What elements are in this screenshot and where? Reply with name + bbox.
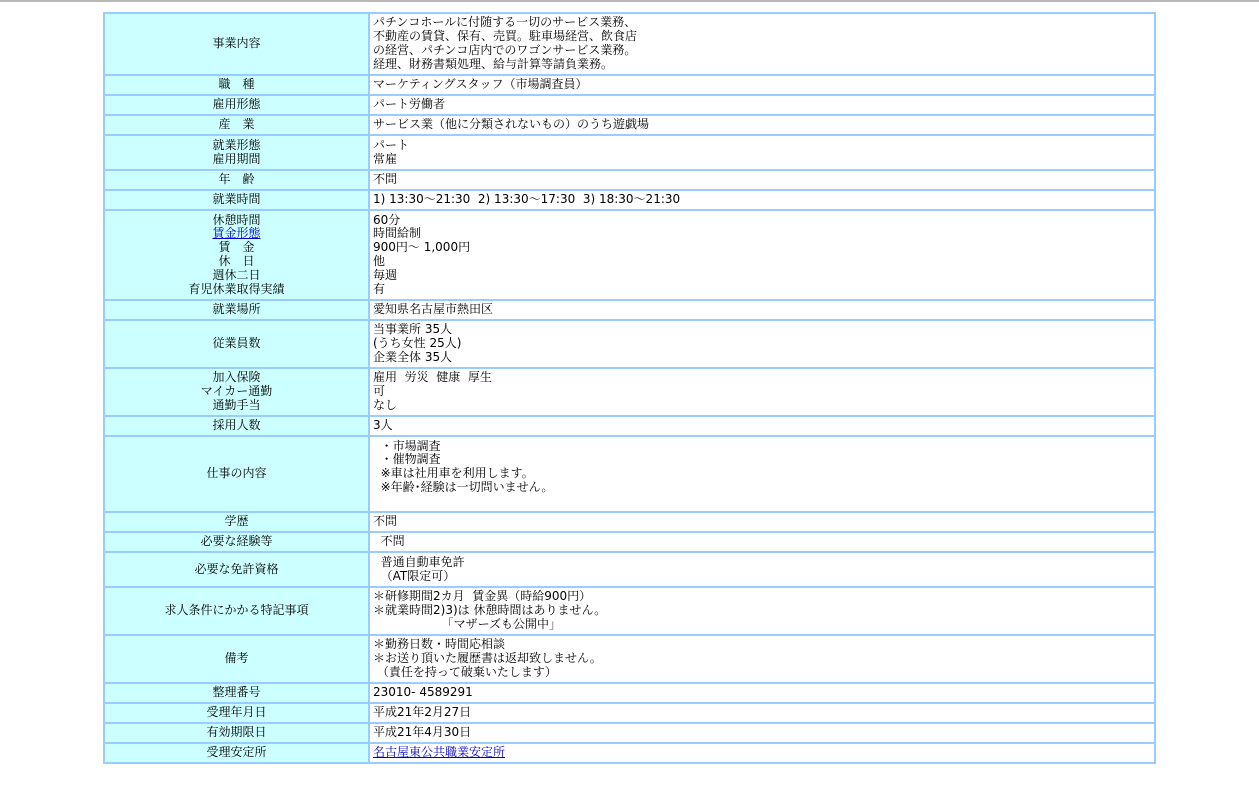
row-label-cell <box>104 210 369 300</box>
row-value: サービス業（他に分類されないもの）のうち遊戯場 <box>373 117 650 132</box>
row-label-cell <box>104 635 369 683</box>
row-label: 必要な経験等 <box>200 534 273 549</box>
row-label: 事業内容 <box>212 36 261 51</box>
row-value-cell <box>369 703 1155 723</box>
row-required-experience <box>104 532 1155 552</box>
row-value: 他 <box>373 254 386 268</box>
row-label-cell <box>104 587 369 635</box>
row-value-cell <box>369 95 1155 115</box>
row-value-cell <box>369 532 1155 552</box>
row-label: 受理年月日 <box>206 705 267 720</box>
row-label: マイカー通勤 <box>200 384 273 399</box>
row-value: 毎週 <box>373 267 398 282</box>
row-employment-type <box>104 95 1155 115</box>
row-label-cell <box>104 683 369 703</box>
row-label: 休憩時間 <box>212 212 261 227</box>
row-value: (うち女性 25人) <box>373 336 462 351</box>
row-value: 平成21年2月27日 <box>373 705 472 720</box>
row-value-cell <box>369 75 1155 95</box>
row-required-license <box>104 552 1155 587</box>
row-label-cell <box>104 13 369 75</box>
row-label: 休 日 <box>218 254 255 268</box>
row-label: 職 種 <box>218 77 255 92</box>
row-label-cell <box>104 723 369 743</box>
row-label-cell <box>104 190 369 210</box>
row-value: の経営、パチンコ店内でのワゴンサービス業務。 <box>373 43 637 57</box>
row-value-cell <box>369 320 1155 368</box>
row-label: 仕事の内容 <box>206 466 267 481</box>
row-value: 不動産の賃貸、保有、売買。駐車場経営、飲食店 <box>373 29 638 44</box>
row-label: 育児休業取得実績 <box>188 281 285 296</box>
row-value: 可 <box>373 384 386 399</box>
row-label-cell <box>104 532 369 552</box>
row-value: 常雇 <box>373 151 398 166</box>
row-value: マーケティングスタッフ（市場調査員） <box>373 77 588 92</box>
row-value: ＊研修期間2カ月 賃金異（時給900円） <box>373 589 592 604</box>
row-value: 1) 13:30～21:30 2) 13:30～17:30 3) 18:30～21:30 <box>373 192 681 207</box>
row-label: 就業場所 <box>212 302 261 317</box>
row-label: 雇用形態 <box>212 97 261 112</box>
row-value: 不問 <box>373 172 398 187</box>
row-value-cell <box>369 135 1155 170</box>
row-remarks <box>104 635 1155 683</box>
job-listing-rows <box>104 13 1155 763</box>
row-label: 整理番号 <box>212 685 261 700</box>
row-value-cell <box>369 635 1155 683</box>
row-value: 普通自動車免許 <box>373 554 465 569</box>
row-label: 加入保険 <box>212 370 261 385</box>
row-value <box>373 495 1151 509</box>
row-label: 就業時間 <box>212 192 261 207</box>
row-value-cell <box>369 512 1155 532</box>
row-label: 週休二日 <box>212 267 261 282</box>
row-label-cell <box>104 300 369 320</box>
row-work-form <box>104 135 1155 170</box>
row-value-cell <box>369 13 1155 75</box>
row-value: パート <box>373 137 410 152</box>
row-label-cell <box>104 95 369 115</box>
wage-type-link[interactable]: 賃金形態 <box>212 226 261 241</box>
row-work-hours <box>104 190 1155 210</box>
row-label-cell <box>104 436 369 512</box>
row-value: 不問 <box>373 534 405 549</box>
row-label-cell <box>104 75 369 95</box>
row-value-cell <box>369 683 1155 703</box>
row-label-cell <box>104 320 369 368</box>
row-label: 必要な免許資格 <box>194 561 279 576</box>
row-label-cell <box>104 115 369 135</box>
row-education <box>104 512 1155 532</box>
row-label: 雇用期間 <box>212 151 261 166</box>
row-label: 賃 金 <box>218 240 255 255</box>
row-value-cell <box>369 743 1155 763</box>
row-label-cell <box>104 552 369 587</box>
row-label-cell <box>104 703 369 723</box>
row-value: ※車は社用車を利用します。 <box>373 466 534 481</box>
row-label: 備考 <box>224 651 249 666</box>
row-value-cell <box>369 368 1155 416</box>
row-value-cell <box>369 723 1155 743</box>
row-value-cell <box>369 210 1155 300</box>
row-value: ・催物調査 <box>373 452 441 467</box>
row-value: 企業全体 35人 <box>373 349 453 364</box>
row-label: 通勤手当 <box>212 397 261 412</box>
row-label-cell <box>104 416 369 436</box>
row-value: なし <box>373 397 398 412</box>
row-job-description <box>104 436 1155 512</box>
row-value: 「マザーズも公開中」 <box>373 616 562 631</box>
row-label-cell <box>104 743 369 763</box>
row-value-cell <box>369 300 1155 320</box>
row-value-cell <box>369 436 1155 512</box>
row-value: ＊お送り頂いた履歴書は返却致しません。 <box>373 651 602 666</box>
row-label: 採用人数 <box>212 418 261 433</box>
row-label-cell <box>104 368 369 416</box>
row-value: パート労働者 <box>373 97 446 112</box>
row-work-location <box>104 300 1155 320</box>
row-value-cell <box>369 416 1155 436</box>
row-industry <box>104 115 1155 135</box>
row-received-date <box>104 703 1155 723</box>
row-hiring-count <box>104 416 1155 436</box>
row-age <box>104 170 1155 190</box>
row-label-cell <box>104 512 369 532</box>
row-label: 求人条件にかかる特記事項 <box>164 603 309 618</box>
row-employees <box>104 320 1155 368</box>
row-value: 時間給制 <box>373 226 422 241</box>
row-value: 23010- 4589291 <box>373 685 473 700</box>
row-job-type <box>104 75 1155 95</box>
row-label: 就業形態 <box>212 137 261 152</box>
job-listing-table <box>103 12 1156 764</box>
row-value: ＊就業時間2)3)は 休憩時間はありません。 <box>373 603 607 618</box>
row-business-content <box>104 13 1155 75</box>
window-top-border <box>0 0 1259 2</box>
row-value: 60分 <box>373 212 401 227</box>
row-expiry-date <box>104 723 1155 743</box>
row-value: ＊勤務日数・時間応相談 <box>373 637 506 652</box>
row-label: 学歴 <box>224 514 249 529</box>
row-value: （責任を持って破棄いたします） <box>373 664 557 679</box>
row-value: 雇用 労災 健康 厚生 <box>373 370 492 385</box>
row-value: 有 <box>373 281 386 296</box>
employment-office-link[interactable]: 名古屋東公共職業安定所 <box>373 745 506 760</box>
row-value: パチンコホールに付随する一切のサービス業務、 <box>373 15 637 30</box>
row-value-cell <box>369 552 1155 587</box>
row-label: 産 業 <box>218 117 255 132</box>
row-value: 愛知県名古屋市熱田区 <box>373 302 494 317</box>
row-wages-holidays <box>104 210 1155 300</box>
row-label-cell <box>104 170 369 190</box>
row-receiving-office <box>104 743 1155 763</box>
row-value: ※年齢･経験は一切問いません。 <box>373 479 554 494</box>
row-value: 3人 <box>373 418 393 433</box>
row-special-conditions <box>104 587 1155 635</box>
row-value: 平成21年4月30日 <box>373 725 472 740</box>
row-value: ・市場調査 <box>373 438 441 453</box>
row-value: （AT限定可） <box>373 568 456 583</box>
row-insurance <box>104 368 1155 416</box>
row-label: 従業員数 <box>212 336 261 351</box>
row-value: 経理、財務書類処理、給与計算等請負業務。 <box>373 56 614 71</box>
row-label-cell <box>104 135 369 170</box>
row-value-cell <box>369 115 1155 135</box>
row-value-cell <box>369 587 1155 635</box>
row-value-cell <box>369 190 1155 210</box>
row-value-cell <box>369 170 1155 190</box>
row-label: 受理安定所 <box>206 745 267 760</box>
row-label: 有効期限日 <box>206 725 267 740</box>
row-label: 年 齢 <box>218 172 255 187</box>
row-reference-number <box>104 683 1155 703</box>
row-value: 900円～ 1,000円 <box>373 240 471 255</box>
row-value: 不問 <box>373 514 398 529</box>
row-value: 当事業所 35人 <box>373 322 453 337</box>
